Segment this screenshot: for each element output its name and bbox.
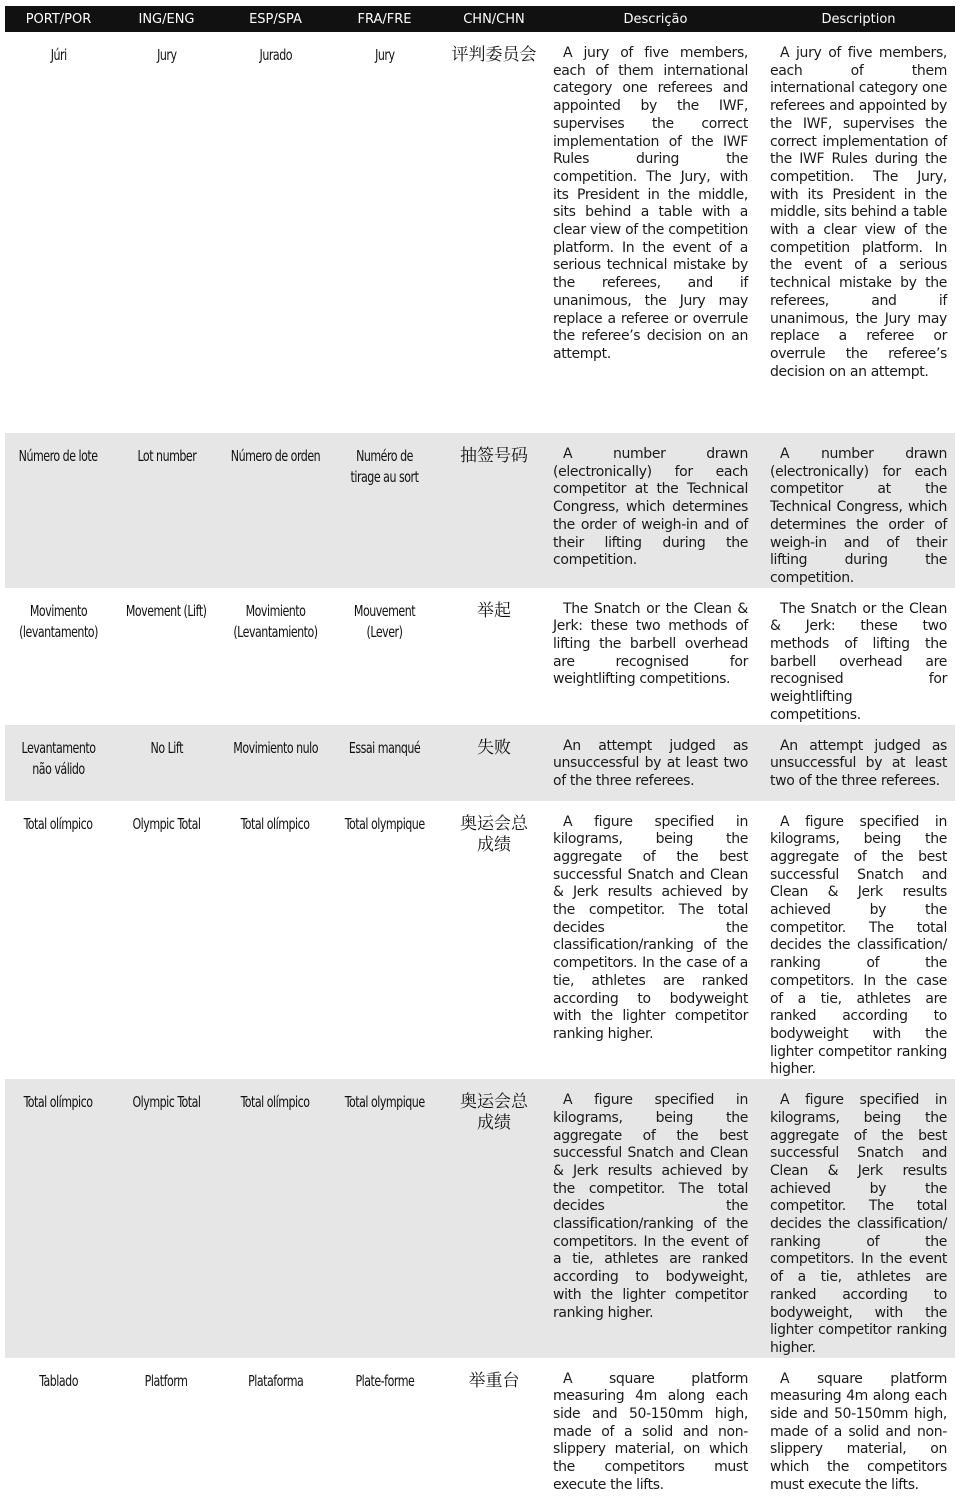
description-en: A number drawn (electronically) for each competitor at the Technical Congress, which determines the order of weigh-in and of their lifting during the competition.	[762, 433, 955, 588]
glossary-table	[5, 6, 955, 1509]
table-row	[5, 725, 955, 801]
table-row	[5, 1079, 955, 1358]
column-header-description: Description	[762, 6, 955, 32]
column-header-por: PORT/POR	[5, 6, 112, 32]
term-spa: Plataforma	[247, 1371, 304, 1390]
term-por: Movimento (levantamento)	[19, 601, 98, 641]
term-spa: Movimiento (Levantamiento)	[233, 601, 318, 641]
term-fra: Total olympique	[330, 1079, 439, 1358]
description-en: A figure specified in kilograms, being the aggregate of the best successful Snatch and Clean & Jerk results achieved by the competitor. The total decides the classification/ ranking of the competitors. In the event of a tie, athletes are ranked according to bodyweight, with the lighter competitor ranking higher.	[762, 1079, 955, 1358]
table-row	[5, 588, 955, 725]
header-row	[5, 6, 955, 32]
description-pt: A figure specified in kilograms, being the aggregate of the best successful Snatch and Clean & Jerk results achieved by the competitor. The total decides the classification/ranking of the competitors. In the case of a tie, athletes are ranked according to bodyweight with the lighter competitor ranking higher.	[553, 813, 748, 1042]
term-por: Tablado	[39, 1371, 78, 1390]
term-spa: Total olímpico	[241, 814, 310, 833]
term-por: Número de lote	[5, 433, 112, 588]
term-eng: No Lift	[112, 725, 221, 801]
term-eng: Lot number	[112, 433, 221, 588]
column-header-chn: CHN/CHN	[439, 6, 549, 32]
term-por: Total olímpico	[5, 1079, 112, 1358]
column-header-eng: ING/ENG	[112, 6, 221, 32]
term-eng: Olympic Total	[112, 1079, 221, 1358]
column-header-spa: ESP/SPA	[221, 6, 330, 32]
description-pt: An attempt judged as unsuccessful by at least two of the three referees.	[549, 725, 762, 801]
term-por: Total olímpico	[24, 814, 93, 833]
term-por: Júri	[50, 46, 67, 64]
description-en: A jury of five members, each of them international category one referees and appointed by the IWF, supervises the correct implementation of the IWF Rules during the competition. The Jury, with its President in the middle, sits behind a table with a clear view of the competition platform. In the event of a serious technical mistake by the referees, and if unanimous, the Jury may replace a referee or overrule the referee’s decision on an attempt.	[770, 45, 947, 380]
description-en: The Snatch or the Clean & Jerk: these two methods of lifting the barbell overhead are recognised for weightlifting competitions.	[770, 600, 947, 723]
term-spa: Jurado	[259, 46, 292, 64]
term-chn: 举重台	[468, 1370, 520, 1391]
description-pt: A number drawn (electronically) for each competitor at the Technical Congress, which determines the order of weigh-in and of their lifting during the competition.	[549, 433, 762, 588]
term-eng: Olympic Total	[132, 814, 201, 833]
term-spa: Total olímpico	[221, 1079, 330, 1358]
term-eng: Platform	[145, 1371, 188, 1390]
term-fra: Plate-forme	[355, 1371, 414, 1390]
term-eng: Jury	[156, 46, 177, 64]
term-chn: 失败	[439, 725, 549, 801]
term-eng: Movement (Lift)	[126, 601, 207, 620]
column-header-fra: FRA/FRE	[330, 6, 439, 32]
description-en: An attempt judged as unsuccessful by at least two of the three referees.	[762, 725, 955, 801]
term-fra: Total olympique	[344, 814, 425, 833]
term-chn: 评判委员会	[451, 45, 537, 65]
term-spa: Número de orden	[221, 433, 330, 588]
table-row	[5, 1358, 955, 1509]
description-en: A figure specified in kilograms, being the aggregate of the best successful Snatch and Clean & Jerk results achieved by the competitor. The total decides the classification/ ranking of the competitors. In the case of a tie, athletes are ranked according to bodyweight with the lighter competitor ranking higher.	[770, 813, 947, 1078]
term-spa: Movimiento nulo	[221, 725, 330, 801]
description-pt: A jury of five members, each of them international category one referees and appointed by the IWF, supervises the correct implementation of the IWF Rules during the competition. The Jury, with its President in the middle, sits behind a table with a clear view of the competition platform. In the event of a serious technical mistake by the referees, and if unanimous, the Jury may replace a referee or overrule the referee’s decision on an attempt.	[553, 45, 748, 362]
table-row	[5, 32, 955, 433]
term-chn: 抽签号码	[439, 433, 549, 588]
term-fra: Numéro de tirage au sort	[330, 433, 439, 588]
term-chn: 奥运会总成绩	[439, 1079, 549, 1358]
glossary-page	[5, 6, 955, 1509]
term-chn: 奥运会总成绩	[460, 813, 528, 855]
term-por: Levantamento não válido	[5, 725, 112, 801]
description-pt: The Snatch or the Clean & Jerk: these two methods of lifting the barbell overhead are recognised for weightlifting competitions.	[553, 600, 748, 688]
description-en: A square platform measuring 4m along each side and 50-150mm high, made of a solid and non-slippery material, on which the competitors must execute the lifts.	[770, 1370, 947, 1493]
column-header-descricao: Descrição	[549, 6, 762, 32]
description-pt: A figure specified in kilograms, being the aggregate of the best successful Snatch and Clean & Jerk results achieved by the competitor. The total decides the classification/ranking of the competitors. In the event of a tie, athletes are ranked according to bodyweight, with the lighter competitor ranking higher.	[549, 1079, 762, 1358]
term-fra: Jury	[374, 46, 395, 64]
term-chn: 举起	[477, 600, 511, 621]
term-fra: Essai manqué	[330, 725, 439, 801]
table-row	[5, 801, 955, 1080]
description-pt: A square platform measuring 4m along each side and 50-150mm high, made of a solid and non-slippery material, on which the competitors must execute the lifts.	[553, 1370, 748, 1493]
table-row	[5, 433, 955, 588]
term-fra: Mouvement (Lever)	[353, 601, 416, 641]
